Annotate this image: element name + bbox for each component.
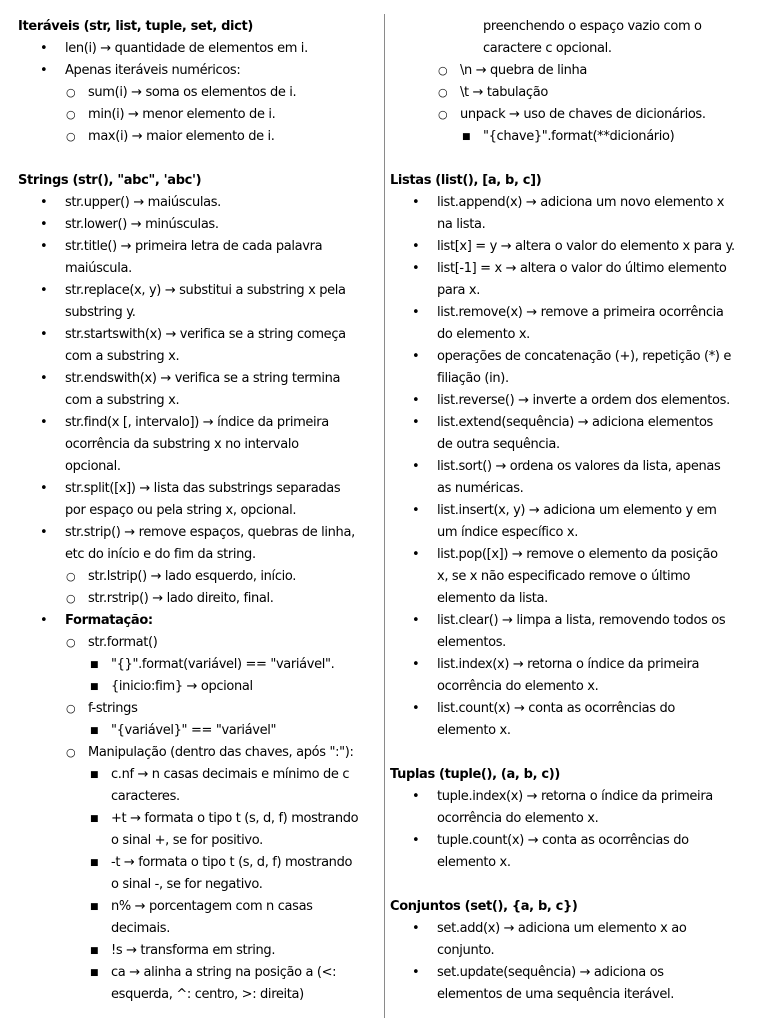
bullet-square-icon: ■ — [90, 660, 99, 670]
section-heading: Listas (list(), [a, b, c]) — [390, 173, 542, 188]
item-text-line: str.split([x]) → lista das substrings separadas — [65, 481, 341, 496]
item-text-line: list.remove(x) → remove a primeira ocorrência — [437, 305, 724, 320]
item-text-line: list.extend(sequência) → adiciona elementos — [437, 415, 713, 430]
column-divider — [384, 14, 385, 1018]
bullet-circle-icon: ○ — [438, 86, 448, 99]
bullet-circle-icon: ○ — [66, 130, 76, 143]
list-item — [18, 412, 378, 478]
bullet-disc-icon: • — [40, 613, 48, 628]
item-text-line: str.endswith(x) → verifica se a string termina — [65, 371, 341, 386]
right-column — [390, 16, 760, 1006]
item-text-line: list.index(x) → retorna o índice da primeira — [437, 657, 700, 672]
list-item — [390, 918, 760, 962]
item-text-line: n% → porcentagem com n casas — [111, 899, 313, 914]
bullet-square-icon: ■ — [90, 968, 99, 978]
item-text-line: conjunto. — [437, 943, 495, 958]
item-text-line: ocorrência do elemento x. — [437, 679, 599, 694]
item-text-line: com a substring x. — [65, 349, 180, 364]
item-text: str.upper() → maiúsculas. — [65, 195, 221, 210]
bullet-square-icon: ■ — [90, 858, 99, 868]
list-item — [390, 302, 760, 346]
bullet-disc-icon: • — [412, 789, 420, 804]
bullet-square-icon: ■ — [462, 132, 471, 142]
item-text-line: do elemento x. — [437, 327, 530, 342]
item-text-line: c.nf → n casas decimais e mínimo de c — [111, 767, 350, 782]
item-text-line: ocorrência do elemento x. — [437, 811, 599, 826]
bullet-circle-icon: ○ — [66, 570, 76, 583]
bullet-disc-icon: • — [40, 327, 48, 342]
item-text-line: decimais. — [111, 921, 171, 936]
item-text-line: o sinal +, se for positivo. — [111, 833, 263, 848]
list-item — [18, 962, 378, 1006]
bullet-circle-icon: ○ — [438, 64, 448, 77]
list-item — [390, 698, 760, 742]
item-text-line: str.title() → primeira letra de cada palavra — [65, 239, 323, 254]
item-text: str.lower() → minúsculas. — [65, 217, 219, 232]
item-text-line: esquerda, ^: centro, >: direita) — [111, 987, 304, 1002]
item-text-line: list.count(x) → conta as ocorrências do — [437, 701, 675, 716]
item-text-line: com a substring x. — [65, 393, 180, 408]
list-item — [18, 38, 378, 60]
list-item — [390, 830, 760, 874]
list-item — [18, 698, 378, 720]
list-item — [18, 522, 378, 566]
item-text-line: +t → formata o tipo t (s, d, f) mostrando — [111, 811, 359, 826]
item-text-line: list.insert(x, y) → adiciona um elemento y em — [437, 503, 717, 518]
section-spacer — [390, 742, 760, 764]
item-text-line: str.strip() → remove espaços, quebras de linha, — [65, 525, 355, 540]
bullet-disc-icon: • — [412, 547, 420, 562]
bullet-circle-icon: ○ — [66, 746, 76, 759]
item-text: sum(i) → soma os elementos de i. — [88, 85, 297, 100]
bullet-disc-icon: • — [412, 613, 420, 628]
left-column — [18, 16, 378, 1006]
list-item — [18, 720, 378, 742]
item-text-line: um índice específico x. — [437, 525, 579, 540]
bullet-square-icon: ■ — [90, 946, 99, 956]
item-text: list.reverse() → inverte a ordem dos elementos. — [437, 393, 730, 408]
bullet-disc-icon: • — [412, 415, 420, 430]
list-item — [18, 764, 378, 808]
bullet-disc-icon: • — [412, 833, 420, 848]
list-item — [18, 566, 378, 588]
item-text-line: list.append(x) → adiciona um novo elemento x — [437, 195, 725, 210]
list-item-continuation — [390, 16, 760, 60]
list-item — [18, 808, 378, 852]
bullet-circle-icon: ○ — [66, 86, 76, 99]
list-item — [18, 324, 378, 368]
bullet-disc-icon: • — [412, 239, 420, 254]
list-item — [390, 654, 760, 698]
list-item — [18, 82, 378, 104]
bullet-disc-icon: • — [412, 393, 420, 408]
item-text-line: etc do início e do fim da string. — [65, 547, 256, 562]
list-item — [390, 346, 760, 390]
list-item — [18, 852, 378, 896]
item-text-line: str.find(x [, intervalo]) → índice da primeira — [65, 415, 329, 430]
item-text-line: de outra sequência. — [437, 437, 560, 452]
item-text-line: substring y. — [65, 305, 136, 320]
item-text: \t → tabulação — [460, 85, 548, 100]
list-item — [18, 610, 378, 632]
item-text: Apenas iteráveis numéricos: — [65, 63, 241, 78]
list-item — [18, 654, 378, 676]
item-text-line: -t → formata o tipo t (s, d, f) mostrando — [111, 855, 353, 870]
list-item — [18, 214, 378, 236]
list-item — [18, 126, 378, 148]
item-text-line: maiúscula. — [65, 261, 132, 276]
bullet-disc-icon: • — [40, 239, 48, 254]
list-item — [390, 60, 760, 82]
item-text: Formatação: — [65, 613, 153, 628]
section-spacer — [390, 874, 760, 896]
item-text-line: as numéricas. — [437, 481, 524, 496]
item-text-line: elemento x. — [437, 723, 511, 738]
bullet-square-icon: ■ — [90, 682, 99, 692]
item-text-line: elemento da lista. — [437, 591, 548, 606]
bullet-disc-icon: • — [40, 481, 48, 496]
item-text: max(i) → maior elemento de i. — [88, 129, 275, 144]
list-item — [390, 390, 760, 412]
item-text-line: para x. — [437, 283, 481, 298]
bullet-disc-icon: • — [40, 525, 48, 540]
bullet-square-icon: ■ — [90, 770, 99, 780]
item-text: !s → transforma em string. — [111, 943, 276, 958]
list-item — [390, 104, 760, 126]
item-text: min(i) → menor elemento de i. — [88, 107, 276, 122]
item-text-line: list.clear() → limpa a lista, removendo todos os — [437, 613, 726, 628]
section-heading: Conjuntos (set(), {a, b, c}) — [390, 899, 578, 914]
list-item — [18, 588, 378, 610]
item-text-line: opcional. — [65, 459, 121, 474]
bullet-disc-icon: • — [412, 261, 420, 276]
list-item — [390, 412, 760, 456]
item-text-line: elemento x. — [437, 855, 511, 870]
item-text-line: ocorrência da substring x no intervalo — [65, 437, 299, 452]
item-text-line: tuple.index(x) → retorna o índice da primeira — [437, 789, 713, 804]
item-text-line: caractere c opcional. — [483, 41, 612, 56]
section-spacer — [390, 148, 760, 170]
list-item — [390, 500, 760, 544]
item-text-line: list.pop([x]) → remove o elemento da posição — [437, 547, 718, 562]
section-heading: Tuplas (tuple(), (a, b, c)) — [390, 767, 560, 782]
bullet-circle-icon: ○ — [66, 108, 76, 121]
list-item — [390, 456, 760, 500]
item-text-line: ca → alinha a string na posição a (<: — [111, 965, 337, 980]
section-spacer — [18, 148, 378, 170]
bullet-disc-icon: • — [40, 195, 48, 210]
list-item — [18, 236, 378, 280]
list-item — [390, 126, 760, 148]
bullet-circle-icon: ○ — [66, 592, 76, 605]
list-item — [390, 786, 760, 830]
item-text: "{}".format(variável) == "variável". — [111, 657, 335, 672]
bullet-disc-icon: • — [412, 195, 420, 210]
list-item — [18, 60, 378, 82]
item-text-line: elementos de uma sequência iterável. — [437, 987, 675, 1002]
list-item — [18, 632, 378, 654]
item-text-line: set.update(sequência) → adiciona os — [437, 965, 664, 980]
bullet-circle-icon: ○ — [438, 108, 448, 121]
bullet-disc-icon: • — [40, 415, 48, 430]
bullet-disc-icon: • — [40, 371, 48, 386]
item-text-line: por espaço ou pela string x, opcional. — [65, 503, 297, 518]
item-text: {inicio:fim} → opcional — [111, 679, 253, 694]
item-text-line: set.add(x) → adiciona um elemento x ao — [437, 921, 687, 936]
item-text: Manipulação (dentro das chaves, após ":"): — [88, 745, 354, 760]
list-item — [390, 610, 760, 654]
list-item — [390, 236, 760, 258]
item-text: \n → quebra de linha — [460, 63, 588, 78]
list-item — [390, 962, 760, 1006]
bullet-disc-icon: • — [412, 701, 420, 716]
item-text-line: str.replace(x, y) → substitui a substring x pela — [65, 283, 346, 298]
item-text: str.rstrip() → lado direito, final. — [88, 591, 274, 606]
list-item — [18, 280, 378, 324]
item-text-line: x, se x não especificado remove o último — [437, 569, 691, 584]
item-text: str.format() — [88, 635, 158, 650]
bullet-disc-icon: • — [40, 217, 48, 232]
bullet-disc-icon: • — [412, 305, 420, 320]
item-text-line: tuple.count(x) → conta as ocorrências do — [437, 833, 689, 848]
list-item — [390, 192, 760, 236]
item-text-line: str.startswith(x) → verifica se a string começa — [65, 327, 346, 342]
item-text: list[x] = y → altera o valor do elemento x para y. — [437, 239, 735, 254]
item-text-line: filiação (in). — [437, 371, 509, 386]
list-item — [18, 940, 378, 962]
list-item — [18, 368, 378, 412]
item-text: len(i) → quantidade de elementos em i. — [65, 41, 308, 56]
bullet-disc-icon: • — [412, 657, 420, 672]
bullet-disc-icon: • — [412, 503, 420, 518]
item-text-line: caracteres. — [111, 789, 180, 804]
bullet-disc-icon: • — [412, 921, 420, 936]
list-item — [390, 82, 760, 104]
bullet-disc-icon: • — [40, 41, 48, 56]
bullet-square-icon: ■ — [90, 726, 99, 736]
bullet-disc-icon: • — [412, 459, 420, 474]
item-text-line: operações de concatenação (+), repetição (*) e — [437, 349, 732, 364]
item-text: f-strings — [88, 701, 138, 716]
bullet-disc-icon: • — [40, 283, 48, 298]
item-text-line: elementos. — [437, 635, 506, 650]
list-item — [18, 742, 378, 764]
item-text-line: list.sort() → ordena os valores da lista, apenas — [437, 459, 721, 474]
bullet-circle-icon: ○ — [66, 702, 76, 715]
bullet-disc-icon: • — [412, 349, 420, 364]
item-text-line: list[-1] = x → altera o valor do último elemento — [437, 261, 727, 276]
section-heading: Iteráveis (str, list, tuple, set, dict) — [18, 19, 253, 34]
section-heading: Strings (str(), "abc", 'abc') — [18, 173, 202, 188]
bullet-disc-icon: • — [40, 63, 48, 78]
bullet-square-icon: ■ — [90, 814, 99, 824]
bullet-disc-icon: • — [412, 965, 420, 980]
item-text: "{variável}" == "variável" — [111, 723, 277, 738]
item-text-line: preenchendo o espaço vazio com o — [483, 19, 702, 34]
bullet-square-icon: ■ — [90, 902, 99, 912]
list-item — [18, 104, 378, 126]
item-text: str.lstrip() → lado esquerdo, início. — [88, 569, 297, 584]
item-text: "{chave}".format(**dicionário) — [483, 129, 675, 144]
list-item — [390, 258, 760, 302]
list-item — [18, 896, 378, 940]
list-item — [390, 544, 760, 610]
item-text: unpack → uso de chaves de dicionários. — [460, 107, 706, 122]
list-item — [18, 478, 378, 522]
item-text-line: na lista. — [437, 217, 486, 232]
item-text-line: o sinal -, se for negativo. — [111, 877, 263, 892]
bullet-circle-icon: ○ — [66, 636, 76, 649]
list-item — [18, 676, 378, 698]
list-item — [18, 192, 378, 214]
